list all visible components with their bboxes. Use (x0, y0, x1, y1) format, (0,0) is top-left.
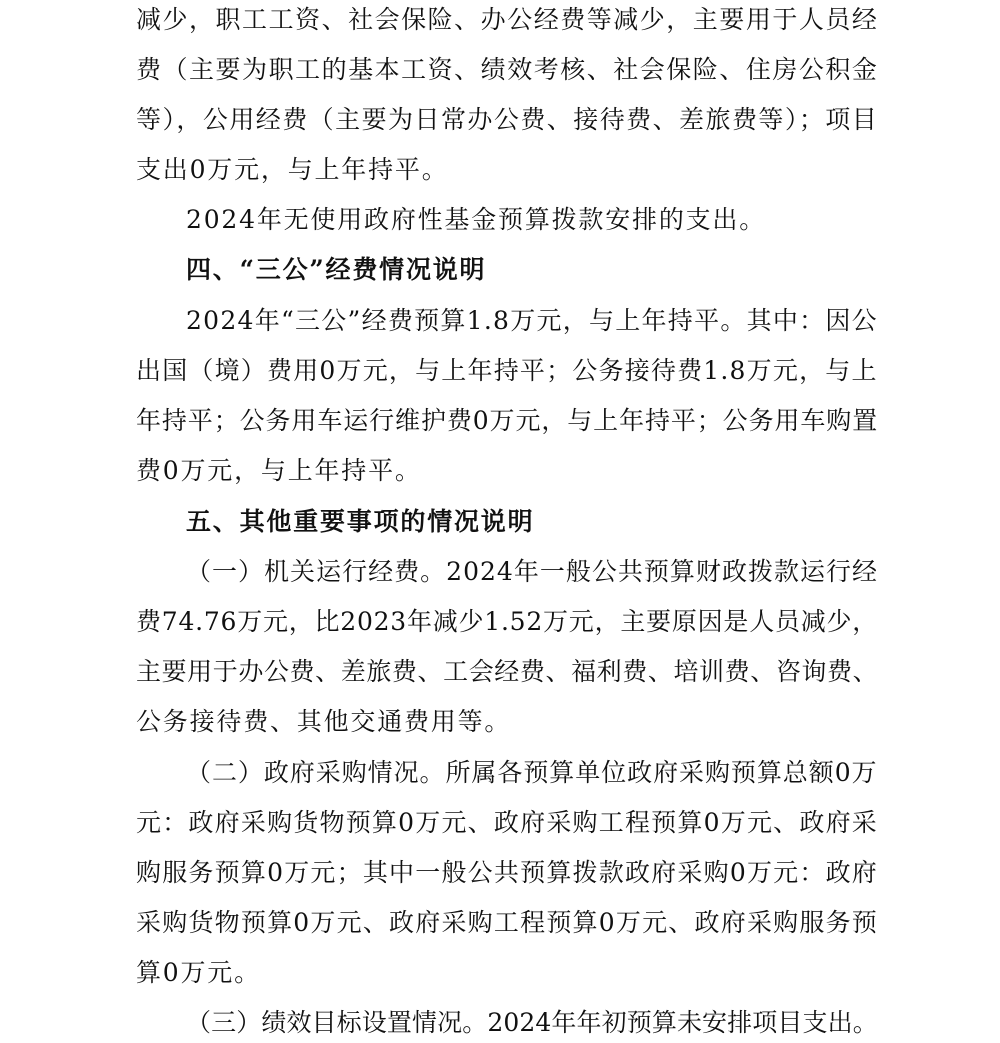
paragraph-line: （三）绩效目标设置情况。2024年年初预算未安排项目支出。 (186, 1008, 878, 1037)
paragraph-line: 2024年“三公”经费预算1.8万元，与上年持平。其中：因公 (186, 306, 878, 335)
paragraph-line: 等），公用经费（主要为日常办公费、接待费、差旅费等）；项目 (136, 105, 879, 134)
section-heading: 五、其他重要事项的情况说明 (186, 507, 535, 536)
paragraph-line: 费（主要为职工的基本工资、绩效考核、社会保险、住房公积金 (136, 55, 879, 84)
paragraph-line: 支出0万元，与上年持平。 (136, 155, 449, 184)
paragraph-line: 公务接待费、其他交通费用等。 (136, 707, 512, 736)
paragraph-line: 年持平；公务用车运行维护费0万元，与上年持平；公务用车购置 (136, 406, 879, 435)
section-heading: 四、“三公”经费情况说明 (186, 255, 487, 284)
paragraph-line: 费74.76万元，比2023年减少1.52万元，主要原因是人员减少， (136, 607, 879, 636)
paragraph-line: 2024年无使用政府性基金预算拨款安排的支出。 (186, 205, 767, 234)
paragraph-line: （二）政府采购情况。所属各预算单位政府采购预算总额0万 (186, 758, 878, 787)
paragraph-line: 元：政府采购货物预算0万元、政府采购工程预算0万元、政府采 (136, 808, 879, 837)
paragraph-line: 采购货物预算0万元、政府采购工程预算0万元、政府采购服务预 (136, 908, 879, 937)
paragraph-line: 出国（境）费用0万元，与上年持平；公务接待费1.8万元，与上 (136, 356, 878, 385)
paragraph-line: 购服务预算0万元；其中一般公共预算拨款政府采购0万元：政府 (136, 858, 879, 887)
paragraph-line: （一）机关运行经费。2024年一般公共预算财政拨款运行经 (186, 557, 879, 586)
paragraph-line: 费0万元，与上年持平。 (136, 456, 422, 485)
paragraph-line: 主要用于办公费、差旅费、工会经费、福利费、培训费、咨询费、 (136, 657, 879, 686)
paragraph-line: 减少，职工工资、社会保险、办公经费等减少，主要用于人员经 (136, 5, 879, 34)
paragraph-line: 算0万元。 (136, 958, 261, 987)
